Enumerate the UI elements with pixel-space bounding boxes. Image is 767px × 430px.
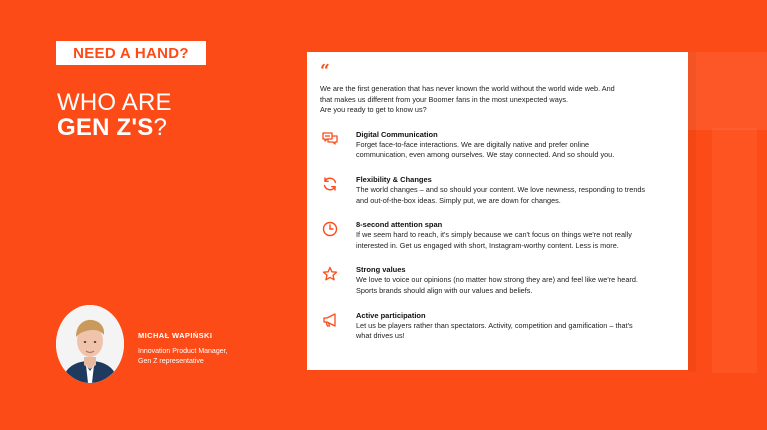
item-body (356, 175, 674, 206)
item-title: 8-second attention span (356, 220, 443, 230)
item-text-line: Forget face-to-face interactions. We are digitally native and prefer online (356, 139, 590, 149)
item-title: Flexibility & Changes (356, 174, 432, 184)
person-role (138, 347, 258, 367)
avatar (56, 305, 124, 383)
list-item-strong-values (320, 265, 674, 296)
title-line-1: WHO ARE (57, 89, 172, 116)
list-item-attention-span (320, 220, 674, 251)
item-text (356, 185, 674, 206)
page-title (57, 90, 172, 140)
chat-bubbles-icon (320, 131, 340, 161)
item-text-line: Sports brands should align with our values and beliefs. (356, 285, 533, 295)
item-text-line: The world changes – and so should your content. We love newness, responding to trends (356, 184, 646, 194)
quote-icon: “ (320, 61, 330, 81)
item-title: Strong values (356, 265, 406, 275)
title-bold: GEN Z'S (57, 114, 154, 141)
person-role-line-2: Gen Z representative (138, 358, 204, 365)
item-text-line: what drives us! (356, 331, 405, 341)
list-item-digital-communication (320, 130, 674, 161)
item-body (356, 265, 674, 296)
item-body (356, 220, 674, 251)
star-icon (320, 266, 340, 296)
clock-icon (320, 221, 340, 251)
gen-z-card (307, 52, 688, 370)
title-tail: ? (153, 114, 168, 141)
background-shape (688, 52, 767, 130)
background-shape (712, 128, 757, 373)
person-role-line-1: Innovation Product Manager, (138, 348, 228, 355)
megaphone-icon (320, 312, 340, 342)
item-text (356, 321, 674, 342)
item-title: Digital Communication (356, 129, 438, 139)
item-text (356, 230, 674, 251)
item-text-line: We love to voice our opinions (no matter how strong they are) and feel like we're heard. (356, 275, 638, 285)
intro-line-1: We are the first generation that has never known the world without the world wide web. And (320, 84, 615, 93)
need-a-hand-badge[interactable]: NEED A HAND? (56, 41, 206, 65)
item-text (356, 140, 674, 161)
item-body (356, 311, 674, 342)
item-text-line: communication, even among ourselves. We stay connected. And so should you. (356, 150, 615, 160)
intro-text (320, 84, 674, 116)
intro-line-2: that makes us different from your Boomer fans in the most unexpected ways. (320, 94, 569, 104)
item-text (356, 275, 674, 296)
item-body (356, 130, 674, 161)
person-name: MICHAŁ WAPIŃSKI (138, 331, 213, 340)
item-title: Active participation (356, 310, 426, 320)
item-text-line: and out-of-the-box ideas. Simply put, we are down for changes. (356, 195, 561, 205)
item-text-line: Let us be players rather than spectators. Activity, competition and gamification – that's (356, 320, 633, 330)
person-photo (56, 305, 124, 383)
title-line-2 (57, 115, 172, 140)
list-item-flexibility-changes (320, 175, 674, 206)
item-text-line: If we seem hard to reach, it's simply because we can't focus on things we're not really (356, 230, 632, 240)
list-item-active-participation (320, 311, 674, 342)
refresh-icon (320, 176, 340, 206)
item-text-line: interested in. Get us engaged with short, Instagram-worthy content. Less is more. (356, 240, 619, 250)
intro-line-3: Are you ready to get to know us? (320, 105, 427, 115)
